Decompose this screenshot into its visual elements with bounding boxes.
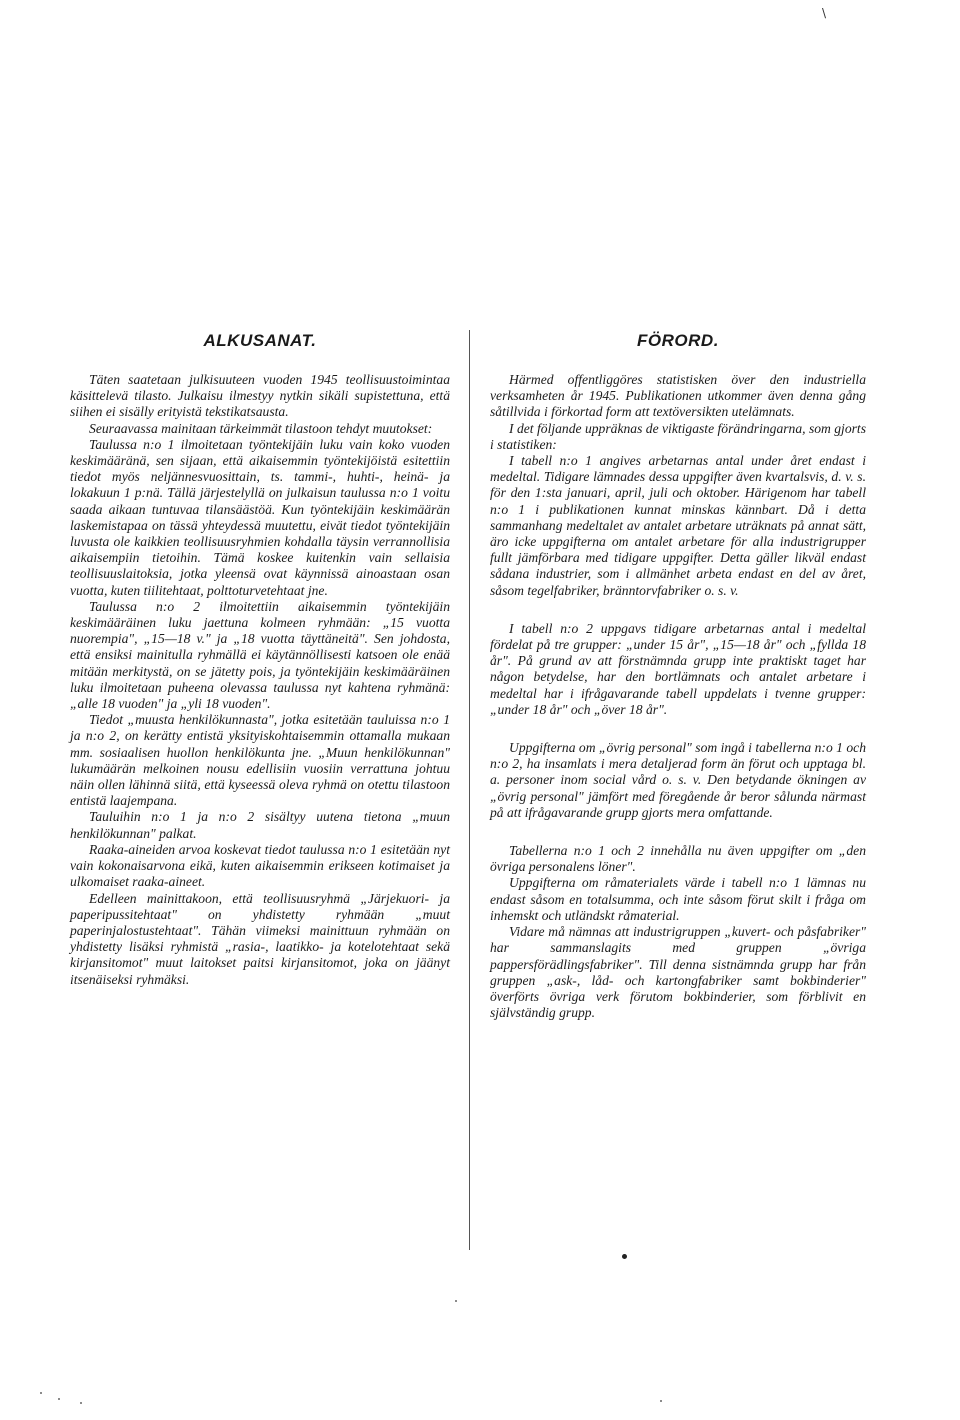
scan-speck [660,1400,662,1402]
finnish-paragraph: Täten saatetaan julkisuuteen vuoden 1945 teollisuustoimintaa käsittelevä tilasto. Julkaisu ilmestyy nytkin sikäli supistettuna, että siihen ei sisälly erityistä tekstikatsausta. [70,372,450,420]
swedish-paragraph: I det följande uppräknas de viktigaste förändringarna, som gjorts i statistiken: [490,420,866,452]
swedish-column [490,330,866,1021]
scan-speck [40,1392,42,1394]
finnish-heading: ALKUSANAT. [203,331,317,350]
finnish-paragraph: Seuraavassa mainitaan tärkeimmät tilastoon tehdyt muutokset: [89,420,433,436]
finnish-paragraph: Taulussa n:o 1 ilmoitetaan työntekijäin luku vain koko vuoden keskimääränä, sen sijaan, että aikaisemmin työntekijöistä esitettiin tiedot myös neljännesvuosittain, ts. tammi-, huhti-, heinä- ja lokakuun 1 p:nä. Tällä järjestelyllä on julkaisun taulussa n:o 1 voitu saada aikaan tuntuvaa tilansäästöä. Kun työntekijäin keskimäärän laskemistapaa on tässä yhteydessä muutettu, eivät tiedot työntekijäin luvusta ole kaikkien teollisuusryhmien kohdalla täysin verrannollisia aikaisempiin tietoihin. Tämä koskee kuitenkin vain sellaisia teollisuuslaitoksia, jotka yleensä ovat käynnissä ainoastaan osan vuotta, kuten tiilitehtaat, polttoturvetehtaat jne. [70,436,450,598]
swedish-paragraph: Uppgifterna om „övrig personal" som ingå i tabellerna n:o 1 och n:o 2, ha insamlats i mera detaljerad form än förut och upptaga bl. a. personer inom social vård o. s. v. Den betydande ökningen av „övrig personal" jämfört med föregående år beror sålunda närmast på att ifrågavarande grupp gjorts mera omfattande. [490,740,866,820]
finnish-paragraph: Tiedot „muusta henkilökunnasta", jotka esitetään tauluissa n:o 1 ja n:o 2, on kerätty entistä yksityiskohtaisemmin ottamalla mukaan mm. sosiaalisen huollon henkilökunta jne. „Muun henkilökunnan" lukumäärän melkoinen nousu edellisiin vuosiin verrattuna johtuu näin ollen lähinnä siitä, että kyseessä oleva ryhmä on otettu tilastoon entistä laajempana. [70,712,450,809]
swedish-paragraph: Uppgifterna om råmaterialets värde i tabell n:o 1 lämnas nu endast såsom en totalsumma, och inte såsom förut skilt i fråga om inhemskt och utländskt råmaterial. [490,875,866,923]
swedish-paragraph: Tabellerna n:o 1 och 2 innehålla nu även uppgifter om „den övriga personalens löner". [490,843,866,875]
stray-mark: \ [822,6,827,20]
finnish-paragraph: Raaka-aineiden arvoa koskevat tiedot taulussa n:o 1 esitetään nyt vain kokonaisarvona eikä, kuten aikaisemmin erikseen kotimaiset ja ulkomaiset raaka-aineet. [70,841,450,890]
scan-speck [455,1300,457,1302]
swedish-paragraph: Vidare må nämnas att industrigruppen „kuvert- och påsfabriker" har sammanslagits med gruppen „övriga pappersförädlingsfabriker". Till denna sistnämnda grupp har från gruppen „ask-, låd- och kartongfabriker samt bokbinderier" överförts övriga verk förutom bokbinderier, som förblivit en självständig grupp. [490,924,866,1021]
column-divider [469,330,470,1250]
ink-dot [622,1254,627,1259]
swedish-paragraph: I tabell n:o 2 uppgavs tidigare arbetarnas antal i medeltal fördelat på tre grupper: „under 15 år", „15—18 år" och „fyllda 18 år". På grund av att förstnämnda grupp inte praktiskt taget har någon betydelse, har den bortlämnats och antalet arbetare i medeltal har i ifrågavarande tabell uppdelats i tvenne grupper: „under 18 år" och „över 18 år". [490,620,866,717]
swedish-heading: FÖRORD. [637,331,719,350]
swedish-paragraph: Härmed offentliggöres statistisken över den industriella verksamheten år 1945. Publikationen utkommer även denna gång såtillvida i förkortad form att textöversikten utelämnats. [490,372,866,420]
finnish-paragraph: Tauluihin n:o 1 ja n:o 2 sisältyy uutena tietona „muun henkilökunnan" palkat. [70,809,450,841]
finnish-paragraph: Taulussa n:o 2 ilmoitettiin aikaisemmin työntekijäin keskimääräinen luku jaettuna kolmeen ryhmään: „15 vuotta nuorempia", „15—18 v." ja „18 vuotta täyttäneitä". Sen johdosta, että ensiksi mainitulla ryhmällä ei käytännöllisesti katsoen ole enää mitään merkitystä, on se jätetty pois, ja työntekijäin keskimääräinen luku ilmoitetaan puheena olevassa taulussa nyt kahtena ryhmänä: „alle 18 vuoden" ja „yli 18 vuoden". [70,598,450,712]
scan-speck [58,1398,60,1400]
finnish-column [70,330,450,988]
scan-speck [80,1402,82,1404]
finnish-paragraph: Edelleen mainittakoon, että teollisuusryhmä „Järjekuori- ja paperipussitehtaat" on yhdistetty ryhmään „muut paperinjalostustehtaat". Tähän viimeksi mainittuun ryhmään on yhdistetty lisäksi ryhmistä „rasia-, laatikko- ja kotelotehtaat sekä kirjansitomot" muut laitokset paitsi kirjansitomot, joka on jäänyt itsenäiseksi ryhmäksi. [70,890,450,987]
swedish-paragraph: I tabell n:o 1 angives arbetarnas antal under året endast i medeltal. Tidigare lämnades dessa uppgifter även kvartalsvis, d. v. s. för den 1:sta januari, april, juli och oktober. Härigenom har tabell n:o 1 i publikationen kunnat minskas kännbart. Då i detta sammanhang medeltalet av antalet arbetare uträknats på annat sätt, äro icke uppgifterna om antalet arbetare för alla industrigrupper fullt jämförbara med tidigare uppgifter. Detta gäller likväl endast sådana industrier, som i allmänhet arbeta endast en del av året, såsom tegelfabriker, bränntorvfabriker o. s. v. [490,453,866,598]
